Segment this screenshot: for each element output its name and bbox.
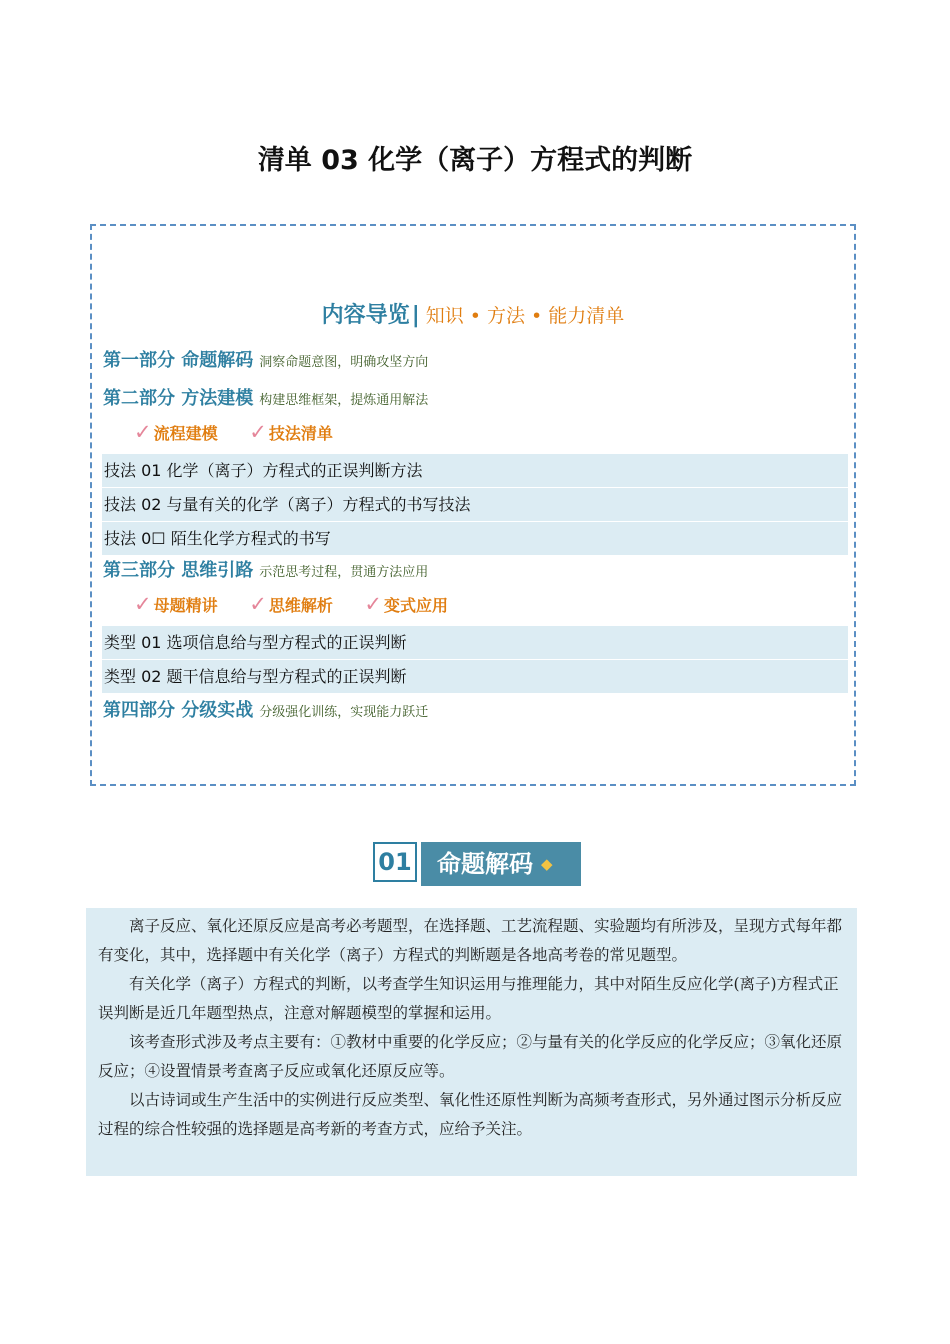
check-icon: ✓ — [134, 592, 152, 616]
diamond-icon: ◆ — [541, 855, 553, 873]
check-item-label: 流程建模 — [153, 424, 218, 443]
toc-part-3-list — [102, 626, 848, 694]
section-number: 01 — [373, 842, 417, 882]
section-label — [421, 842, 581, 886]
toc-heading-main: 内容导览 — [321, 303, 410, 328]
paragraph: 有关化学（离子）方程式的判断，以考查学生知识运用与推理能力，其中对陌生反应化学(离子)方程式正误判断是近几年题型热点，注意对解题模型的掌握和运用。 — [98, 975, 839, 1022]
section-intro — [86, 908, 857, 1176]
check-icon: ✓ — [364, 592, 383, 616]
paragraph: 以古诗词或生产生活中的实例进行反应类型、氧化性还原性判断为高频考查形式，另外通过图示分析反应过程的综合性较强的选择题是高考新的考查方式，应给予关注。 — [98, 1091, 843, 1138]
table-of-contents — [90, 224, 856, 786]
toc-heading-bar: | — [411, 303, 420, 328]
toc-part-3-desc: 示范思考过程，贯通方法应用 — [259, 565, 429, 580]
check-item — [364, 592, 448, 616]
toc-part-1 — [103, 346, 428, 372]
paragraph: 离子反应、氧化还原反应是高考必考题型，在选择题、工艺流程题、实验题均有所涉及，呈现方式每年都有变化，其中，选择题中有关化学（离子）方程式的判断题是各地高考卷的常见题型。 — [98, 917, 843, 964]
toc-part-2-list — [102, 454, 848, 556]
check-item — [134, 592, 218, 616]
toc-part-4 — [103, 696, 428, 722]
check-item-label: 思维解析 — [268, 596, 333, 615]
list-item: 技法 0☐ 陌生化学方程式的书写 — [102, 522, 848, 556]
check-item-label: 母题精讲 — [153, 596, 218, 615]
toc-part-3-title: 第三部分 思维引路 — [103, 560, 254, 581]
toc-part-4-desc: 分级强化训练，实现能力跃迁 — [259, 705, 429, 720]
section-badge — [373, 842, 581, 886]
list-item: 类型 02 题干信息给与型方程式的正误判断 — [102, 660, 848, 694]
toc-part-1-desc: 洞察命题意图，明确攻坚方向 — [259, 355, 429, 370]
toc-part-1-title: 第一部分 命题解码 — [103, 350, 254, 371]
check-icon: ✓ — [134, 420, 152, 444]
list-item: 技法 01 化学（离子）方程式的正误判断方法 — [102, 454, 848, 488]
toc-part-2-desc: 构建思维框架，提炼通用解法 — [259, 393, 429, 408]
toc-part-2-title: 第二部分 方法建模 — [103, 388, 254, 409]
check-item-label: 技法清单 — [268, 424, 333, 443]
toc-part-2 — [103, 384, 428, 410]
check-item — [134, 420, 218, 444]
check-item-label: 变式应用 — [384, 596, 449, 615]
toc-heading-sub: 知识 • 方法 • 能力清单 — [425, 305, 625, 327]
check-icon: ✓ — [249, 420, 267, 444]
check-item — [249, 592, 333, 616]
check-icon: ✓ — [249, 592, 267, 616]
check-item — [249, 420, 333, 444]
toc-part-4-title: 第四部分 分级实战 — [103, 700, 254, 721]
list-item: 类型 01 选项信息给与型方程式的正误判断 — [102, 626, 848, 660]
paragraph: 该考查形式涉及考点主要有：①教材中重要的化学反应；②与量有关的化学反应的化学反应；③氧化还原反应；④设置情景考查离子反应或氧化还原反应等。 — [98, 1033, 843, 1080]
section-label-text: 命题解码 — [437, 850, 533, 878]
toc-part-3 — [103, 556, 428, 582]
toc-heading — [92, 298, 854, 329]
page-title: 清单 03 化学（离子）方程式的判断 — [257, 145, 693, 176]
toc-part-2-checks — [134, 420, 359, 444]
toc-part-3-checks — [134, 592, 474, 616]
list-item: 技法 02 与量有关的化学（离子）方程式的书写技法 — [102, 488, 848, 522]
